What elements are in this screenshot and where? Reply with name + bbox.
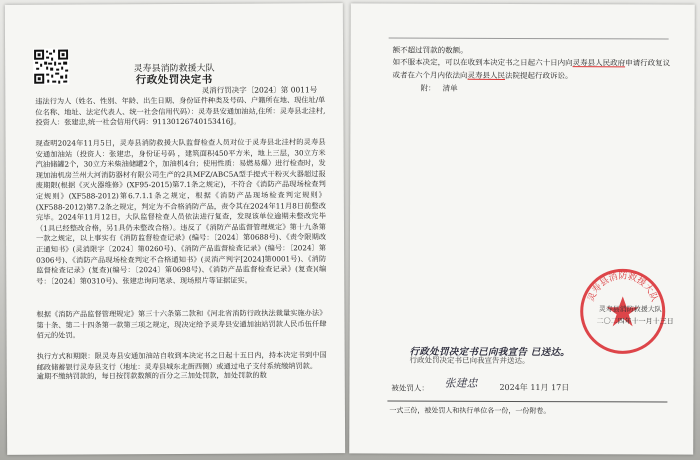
reconsideration-authority: 灵寿县人民政府 [572,58,626,68]
handwritten-acknowledgement: 行政处罚决定书已向我宣告 已送达。 [409,346,571,359]
document-title: 行政处罚决定书 [135,73,213,87]
issuing-agency: 灵寿县消防救援大队 [133,63,215,75]
left-page [5,3,345,455]
right-page [349,3,695,454]
attachment-line: 附： 清单 [420,83,458,93]
late-fee-paragraph: 逾期不缴纳罚款的，每日按罚款数额的百分之三加处罚款，加处罚款的数 [36,370,267,381]
receiver-signature: 张建忠 [444,376,478,390]
signing-date: 二〇二四年十一月十三日 [596,317,674,326]
copies-note: 一式三份，被处罚人和执行单位各一份，一份附卷。 [389,406,551,416]
decision-paragraph: 根据《消防产品监督管理规定》第三十六条第二款和《河北省消防行政执法裁量实施办法》第十条、第二十四条第一款第三项之规定，现决定给予灵寿县安通加油站罚款人民币伍仟肆佰元的处罚。 [36,308,327,340]
payment-paragraph: 执行方式和期限：限灵寿县安通加油站自收到本决定书之日起十五日内，持本决定书到中国邮政储蓄银行灵寿县支行（地址：灵寿县城东北街西侧）或通过电子支付系统缴纳罚款。 [36,350,327,372]
receipt-date: 2024年 11月 17日 [499,382,570,393]
signing-agency: 灵寿县消防救援大队 [598,305,662,314]
receiver-label: 被处罚人： [391,383,429,393]
party-info-paragraph: 违法行为人（姓名、性别、年龄、出生日期、身份证件种类及号码、户籍所在地、现住址/单位名称、地址、法定代表人、统一社会信用代码）：灵寿县安通加油站,住所：灵寿县北洼村,投资人：张建忠,统一社会信用代码：91130126740153416J。 [35,95,326,127]
appeal-paragraph: 如不服本决定，可以在收到本决定书之日起六十日内向灵寿县人民政府申请行政复议或者在六个月内依法向灵寿县人民法院提起行政诉讼。 [392,57,671,81]
continued-text: 额不超过罚款的数额。 [392,45,468,55]
footer-rule [387,401,667,403]
document-number: 灵消行罚决字〔2024〕第 0011号 [201,85,318,95]
printed-acknowledgement: 行政处罚决定书已向我宣告并送达。 [409,355,530,366]
seal-text: 灵寿县消防救援大队 [586,271,659,304]
facts-paragraph: 现查明2024年11月5日，灵寿县消防救援大队监督检查人员对位于灵寿县北洼村的灵寿县安通加油站（投资人：张建忠，身份证号码 ，建筑面积450平方米，地上三层，30立方米汽油储罐2个，30立方米柴油储罐2个，加油机4台；使用性质：易燃易爆）进行检查时，发现加油机房兰州大河消防器材有限公司生产的2具MFZ/ABC5A型手提式干粉灭火器超过报废期限(根据《灭火器维修》(XF95-2015)第7.1条之规定)，不符合《消防产品现场检查判定规则》(XF588-2012)第6.7.1.1条之规定，根据《消防产品现场检查判定规则》(XF588-2012)第7.2条之规定，判定为不合格消防产品，责令其在2024年11月8日前整改完毕。2024年11月12日，大队监督检查人员依法进行复查，发现该单位逾期未整改完毕（1具已经整改合格，另1具仍未整改合格）。违反了《消防产品监督管理规定》第十九条第一款之规定，以上事实有《消防监督检查记录》(编号：〔2024〕第0688号)、《责令限期改正通知书》(灵消限字〔2024〕第0260号)、《消防产品监督检查记录》(编号：〔2024〕第0306号)、《消防产品现场检查判定不合格通知书》(灵消产判字[2024]第0001号)、《消防监督检查记录》(复查)(编号：〔2024〕第0698号)、《消防产品监督检查记录》(复查)(编号：〔2024〕第0310号)、张建忠询问笔录、现场照片等证据证实。 [35,137,327,286]
top-rule [389,38,669,40]
court-name: 灵寿县人民 [467,70,506,80]
